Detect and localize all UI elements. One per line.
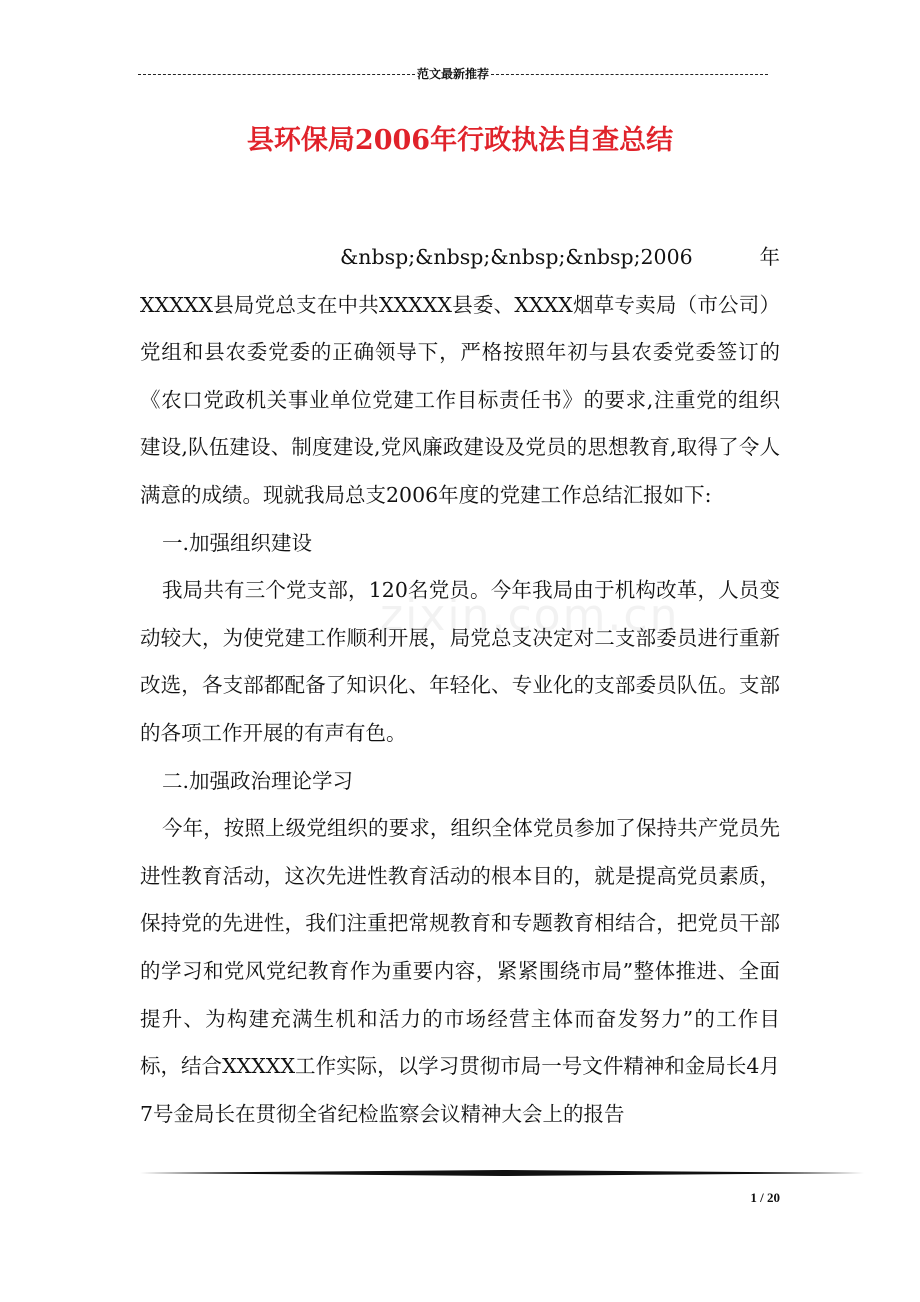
document-title: 县环保局2006年行政执法自查总结 — [246, 125, 674, 156]
section-heading-1: 一.加强组织建设 — [162, 530, 313, 555]
section-heading-2: 二.加强政治理论学习 — [162, 768, 354, 793]
watermark: zixin.com.cn — [380, 590, 680, 641]
paragraph-section-2: 今年，按照上级党组织的要求，组织全体党员参加了保持共产党员先进性教育活动，这次先进性教育活动的根本目的，就是提高党员素质，保持党的先进性，我们注重把常规教育和专题教育相结合，把党员干部的学习和党风党纪教育作为重要内容，紧紧围绕市局”整体推进、全面提升、为构建充满生机和活力的市场经营主体而奋发努力”的工作目标，结合XXXXX工作实际，以学习贯彻市局一号文件精神和金局长4月7号金局长在贯彻全省纪检监察会议精神大会上的报告 — [140, 816, 780, 1126]
header-dash-left — [138, 74, 415, 75]
running-header — [138, 66, 768, 82]
header-dash-right — [491, 74, 768, 75]
document-body — [140, 234, 780, 1138]
header-label: 范文最新推荐 — [417, 67, 490, 81]
paragraph-intro: &nbsp;&nbsp;&nbsp;&nbsp;2006年XXXXX县局党总支在中共XXXXX县委、XXXX烟草专卖局（市公司）党组和县农委党委的正确领导下，严格按照年初与县农委党委签订的《农口党政机关事业单位党建工作目标责任书》的要求,注重党的组织建设,队伍建设、制度建设,党风廉政建设及党员的思想教育,取得了令人满意的成绩。现就我局总支2006年度的党建工作总结汇报如下: — [140, 245, 780, 507]
page-number: 1 / 20 — [750, 1190, 780, 1205]
footer-rule — [140, 1170, 864, 1176]
paragraph-section-1: 我局共有三个党支部，120名党员。今年我局由于机构改革，人员变动较大，为使党建工作顺利开展，局党总支决定对二支部委员进行重新改选，各支部都配备了知识化、年轻化、专业化的支部委员队伍。支部的各项工作开展的有声有色。 — [140, 578, 780, 745]
